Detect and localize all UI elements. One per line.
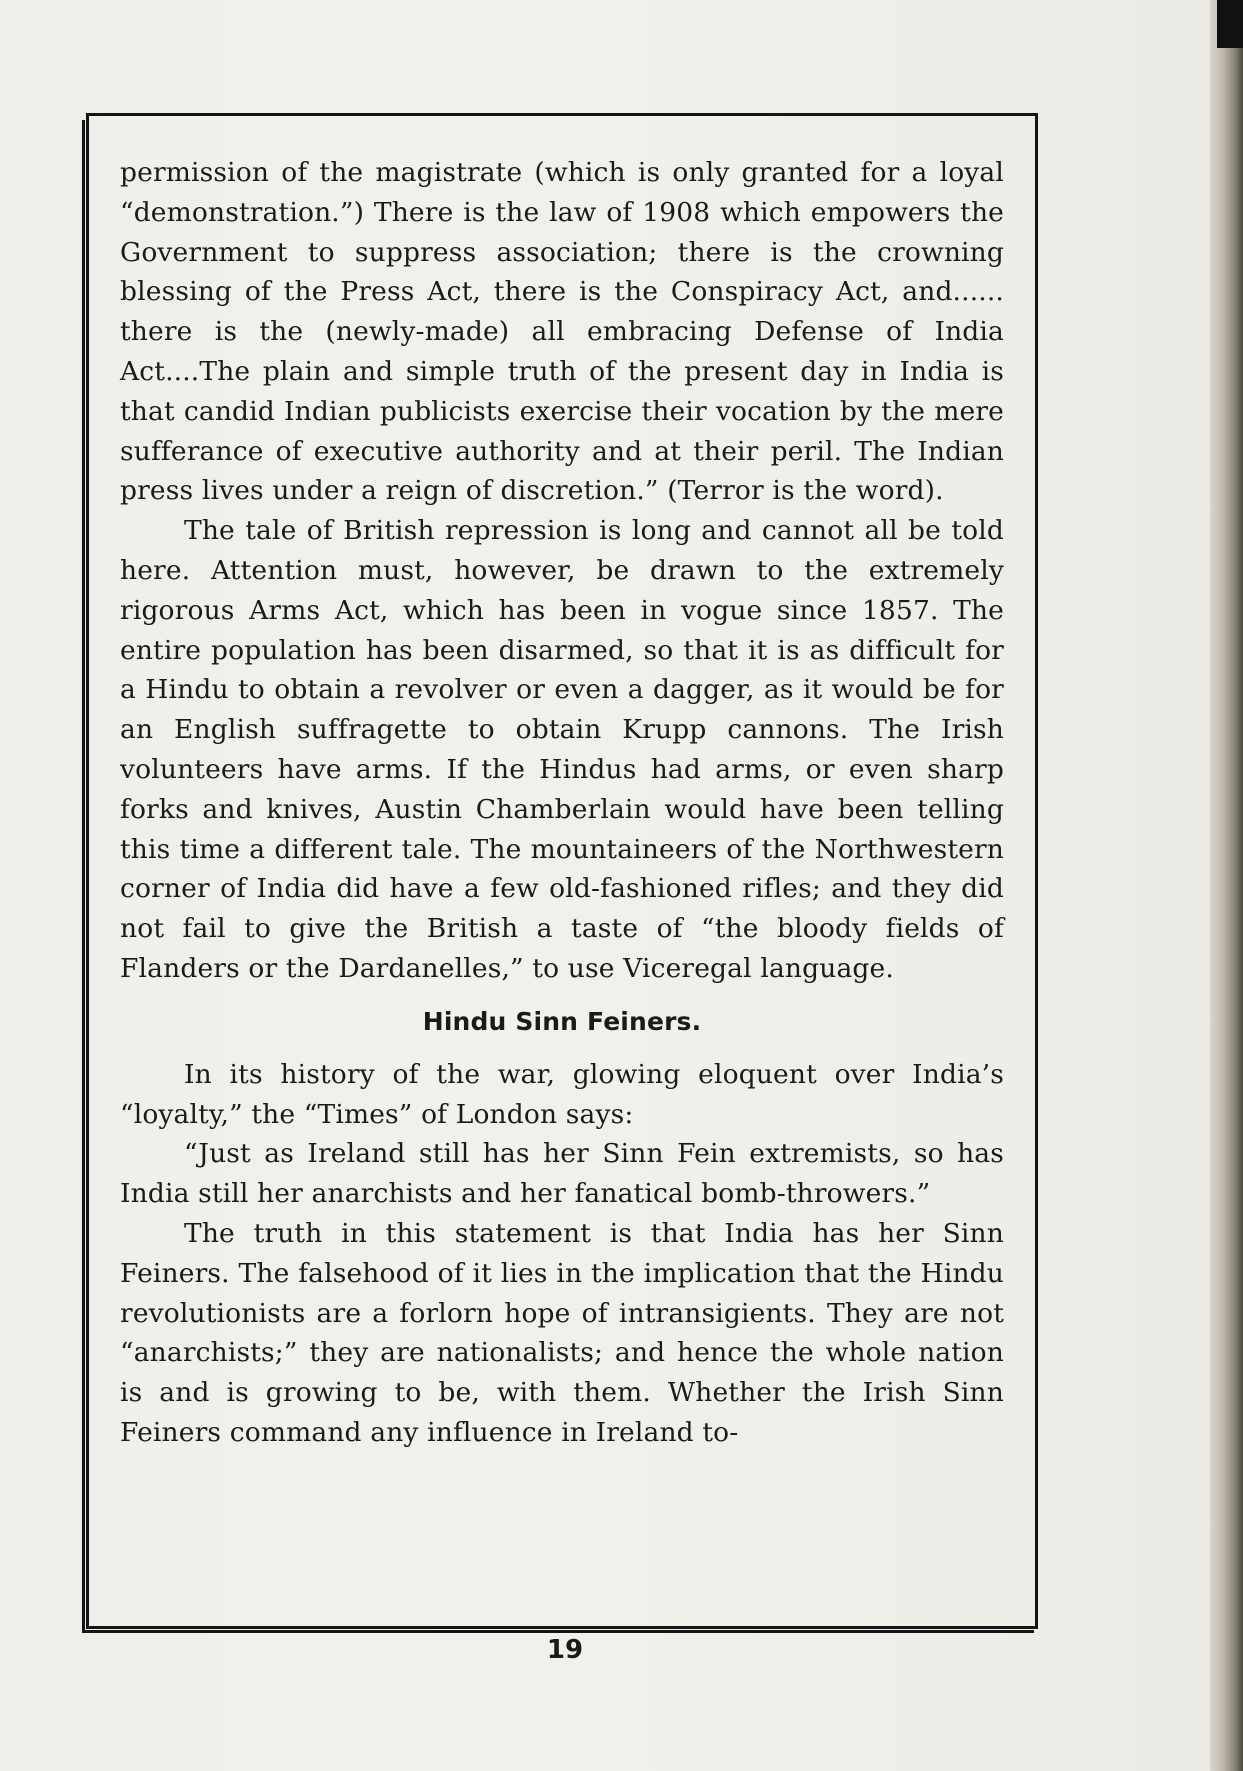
paragraph-arms-act: The tale of British repression is long and cannot all be told here. Attention must, however, be drawn to the extremely rigorous Arms Act, which has been in vogue since 1857. The entire population has been disarmed, so that it is as difficult for a Hindu to obtain a revolver or even a dagger, as it would be for an English suffragette to obtain Krupp cannons. The Irish volunteers have arms. If the Hindus had arms, or even sharp forks and knives, Austin Chamberlain would have been telling this time a different tale. The mountaineers of the Northwestern corner of India did have a few old-fashioned rifles; and they did not fail to give the British a taste of “the bloody fields of Flanders or the Dardanelles,” to use Viceregal language.: [120, 515, 1004, 984]
book-spine: [1210, 0, 1243, 1771]
paragraph-sinn-feiners: The truth in this statement is that India has her Sinn Feiners. The falsehood of it lies in the implication that the Hindu revolutionists are a forlorn hope of intransigients. They are not “anarchists;” they are nationalists; and hence the whole nation is and is growing to be, with them. Whether the Irish Sinn Feiners command any influence in Ireland to-: [120, 1217, 1004, 1448]
page-number: 19: [546, 1635, 584, 1665]
book-spine-shadow: [1217, 0, 1243, 48]
paragraph-continued: permission of the magistrate (which is only granted for a loyal “demonstration.”) There is the law of 1908 which empowers the Government to suppress association; there is the crowning blessing of the Press Act, there is the Conspiracy Act, and...... there is the (newly-made) all embracing Defense of India Act....The plain and simple truth of the present day in India is that candid Indian publicists exercise their vocation by the mere sufferance of executive authority and at their peril. The Indian press lives under a reign of discretion.” (Terror is the word).: [120, 157, 1004, 507]
page-body: [120, 153, 1004, 1453]
paragraph-times-quote: “Just as Ireland still has her Sinn Fein extremists, so has India still her anarchists and her fanatical bomb-throwers.”: [120, 1138, 1004, 1210]
paragraph-times-intro: In its history of the war, glowing eloquent over India’s “loyalty,” the “Times” of London says:: [120, 1058, 1004, 1130]
section-heading: Hindu Sinn Feiners.: [422, 1006, 702, 1036]
